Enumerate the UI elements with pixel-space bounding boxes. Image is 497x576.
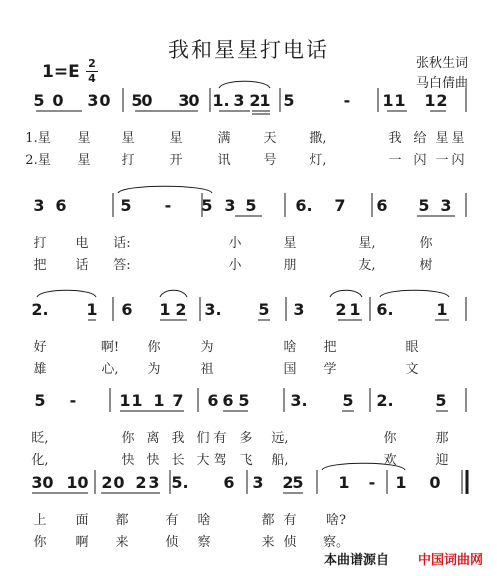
note: 0 (52, 91, 64, 110)
note: 1. (212, 91, 230, 110)
note: 2 (282, 473, 294, 492)
lyric-verse-1: 电 (75, 236, 89, 251)
note: 1 (66, 473, 78, 492)
lyric-verse-1: 把 (323, 340, 337, 355)
slur (118, 186, 212, 193)
note: 1 (159, 300, 171, 319)
note: 0 (141, 91, 153, 110)
lyric-verse-1: 们 (196, 431, 210, 446)
lyric-verse-1: 上 (33, 513, 47, 528)
note: 6 (222, 391, 234, 410)
note: 0 (188, 91, 200, 110)
lyric-verse-2: 察。 (322, 535, 350, 550)
note: 6 (223, 473, 235, 492)
lyric-verse-2: 飞 (239, 453, 253, 468)
lyric-verse-1: 星 (435, 131, 449, 146)
note: 5 (258, 300, 270, 319)
lyric-verse-2: 答: (113, 258, 131, 273)
note: 3. (290, 391, 308, 410)
note: 5 (131, 91, 143, 110)
note: 2. (376, 391, 394, 410)
note: 3 (233, 91, 245, 110)
note: - (69, 391, 77, 410)
lyric-verse-1: 都 (115, 513, 129, 528)
lyric-verse-2: 把 (33, 258, 47, 273)
lyric-verse-1: 星 (77, 131, 91, 146)
note: 5. (171, 473, 189, 492)
lyric-verse-2: 来 (115, 535, 129, 550)
lyric-verse-2: 察 (197, 535, 211, 550)
note: 5 (292, 473, 304, 492)
lyric-verse-1: 有 (213, 431, 227, 446)
lyric-verse-1: 那 (435, 431, 449, 446)
note: 0 (99, 91, 111, 110)
composer-credit: 马白倩曲 (415, 76, 468, 91)
note: 2 (101, 473, 113, 492)
note: 1 (349, 300, 361, 319)
lyric-verse-1: 撒, (309, 131, 327, 146)
note: 0 (113, 473, 125, 492)
lyric-verse-2: 快 (121, 453, 135, 468)
lyricist-credit: 张秋生词 (415, 56, 468, 71)
lyric-verse-1: 话: (113, 236, 131, 251)
note: 2 (135, 473, 147, 492)
lyric-verse-2: 侦 (283, 535, 297, 550)
lyric-verse-2: 开 (169, 153, 183, 168)
note: 1 (119, 391, 131, 410)
lyric-verse-1: 星 (169, 131, 183, 146)
lyric-verse-1: 远, (271, 431, 289, 446)
lyric-verse-2: 号 (263, 153, 277, 168)
note: 7 (334, 196, 346, 215)
note: 7 (172, 391, 184, 410)
note: 2 (335, 300, 347, 319)
lyric-verse-2: 船, (271, 453, 289, 468)
lyric-verse-1: 星 (451, 131, 465, 146)
note: 0 (429, 473, 441, 492)
note: 6 (121, 300, 133, 319)
note: 1 (382, 91, 394, 110)
note: 3 (440, 196, 452, 215)
note: 2 (436, 91, 448, 110)
lyric-verse-1: 有 (283, 513, 297, 528)
note: - (343, 91, 351, 110)
lyric-verse-2: 话 (75, 258, 89, 273)
lyric-verse-2: 朋 (283, 258, 297, 273)
note: 5 (33, 91, 45, 110)
lyric-verse-1: 星 (283, 236, 297, 251)
lyric-verse-1: 眼 (405, 340, 419, 355)
lyric-verse-1: 你 (147, 340, 161, 355)
note: 1 (131, 391, 143, 410)
note: 3 (33, 196, 45, 215)
lyric-verse-2: 灯, (309, 153, 327, 168)
lyric-verse-1: 我 (171, 431, 185, 446)
lyric-verse-1: 眨, (31, 431, 49, 446)
source-label: 本曲谱源自 (323, 553, 389, 568)
note: 3 (224, 196, 236, 215)
lyric-verse-2: 2.星 (25, 153, 51, 168)
note: 5 (283, 91, 295, 110)
lyric-verse-1: 1.星 (25, 131, 51, 146)
note: 1 (86, 300, 98, 319)
lyric-verse-2: 祖 (200, 362, 214, 377)
lyric-verse-2: 驾 (213, 453, 227, 468)
lyric-verse-2: 国 (283, 362, 297, 377)
lyric-verse-1: 给 (413, 131, 427, 146)
note: 5 (201, 196, 213, 215)
note: 1 (395, 473, 407, 492)
note: 1 (338, 473, 350, 492)
lyric-verse-2: 打 (121, 153, 135, 168)
lyric-verse-1: 离 (146, 431, 160, 446)
note: 2 (175, 300, 187, 319)
slur (37, 290, 96, 297)
lyric-verse-1: 天 (263, 131, 277, 146)
lyric-verse-2: 欢 (383, 453, 397, 468)
slur (380, 290, 449, 297)
lyric-verse-2: 快 (146, 453, 160, 468)
note: 1 (153, 391, 165, 410)
note: 1 (436, 300, 448, 319)
lyric-verse-2: 迎 (435, 453, 449, 468)
note: 0 (42, 473, 54, 492)
song-title: 我和星星打电话 (168, 38, 329, 62)
lyric-verse-2: 闪 (451, 153, 465, 168)
slur (219, 81, 270, 88)
note: 2. (31, 300, 49, 319)
lyric-verse-1: 多 (239, 431, 253, 446)
lyric-verse-1: 我 (388, 131, 402, 146)
lyric-verse-2: 友, (358, 258, 376, 273)
note: 3 (87, 91, 99, 110)
lyric-verse-2: 小 (228, 258, 242, 273)
note: 5 (435, 391, 447, 410)
lyric-verse-2: 来 (261, 535, 275, 550)
lyric-verse-1: 你 (383, 431, 397, 446)
note: 3 (178, 91, 190, 110)
note: 5 (342, 391, 354, 410)
note: 3 (293, 300, 305, 319)
lyric-verse-2: 文 (405, 362, 419, 377)
lyric-verse-2: 啊 (75, 535, 89, 550)
lyric-verse-2: 为 (147, 362, 161, 377)
lyric-verse-1: 为 (200, 340, 214, 355)
lyric-verse-1: 啥? (326, 513, 346, 528)
note: 5 (245, 196, 257, 215)
note: 0 (77, 473, 89, 492)
lyric-verse-2: 心, (101, 362, 119, 377)
lyric-verse-1: 你 (121, 431, 135, 446)
lyric-verse-1: 啥 (197, 513, 211, 528)
note: - (368, 473, 376, 492)
note: 5 (238, 391, 250, 410)
lyric-verse-2: 你 (33, 535, 47, 550)
note: 1 (394, 91, 406, 110)
lyric-verse-2: 一 (388, 153, 402, 168)
note: 3 (148, 473, 160, 492)
lyric-verse-2: 一 (435, 153, 449, 168)
note: - (164, 196, 172, 215)
site-name: 中国词曲网 (417, 553, 483, 568)
note: 3. (204, 300, 222, 319)
lyric-verse-1: 都 (261, 513, 275, 528)
lyric-verse-2: 长 (171, 453, 185, 468)
lyric-verse-2: 学 (323, 362, 337, 377)
lyric-verse-1: 小 (228, 236, 242, 251)
key-signature: 1=E (42, 62, 80, 82)
lyric-verse-1: 有 (165, 513, 179, 528)
lyric-verse-1: 满 (217, 131, 231, 146)
note: 5 (418, 196, 430, 215)
lyric-verse-2: 树 (419, 258, 433, 273)
note: 1 (424, 91, 436, 110)
lyric-verse-2: 讯 (217, 153, 231, 168)
lyric-verse-2: 星 (77, 153, 91, 168)
slur (160, 290, 187, 297)
note: 3 (252, 473, 264, 492)
lyric-verse-1: 面 (75, 513, 89, 528)
lyric-verse-1: 你 (419, 236, 433, 251)
note: 5 (120, 196, 132, 215)
lyric-verse-1: 打 (33, 236, 47, 251)
note: 2 (249, 91, 261, 110)
note: 6. (376, 300, 394, 319)
time-signature-top: 2 (88, 57, 96, 70)
lyric-verse-1: 星, (358, 236, 376, 251)
note: 6. (295, 196, 313, 215)
note: 1 (259, 91, 271, 110)
note: 6 (376, 196, 388, 215)
lyric-verse-2: 侦 (165, 535, 179, 550)
lyric-verse-2: 闪 (413, 153, 427, 168)
lyric-verse-2: 雄 (33, 362, 47, 377)
time-signature-bottom: 4 (88, 72, 96, 85)
slur (330, 290, 362, 297)
note: 3 (31, 473, 43, 492)
note: 6 (207, 391, 219, 410)
note: 6 (55, 196, 67, 215)
lyric-verse-1: 星 (121, 131, 135, 146)
lyric-verse-1: 好 (33, 340, 47, 355)
note: 5 (34, 391, 46, 410)
lyric-verse-1: 啊! (100, 340, 120, 355)
lyric-verse-2: 大 (196, 453, 210, 468)
lyric-verse-1: 啥 (283, 340, 297, 355)
lyric-verse-2: 化, (31, 453, 49, 468)
